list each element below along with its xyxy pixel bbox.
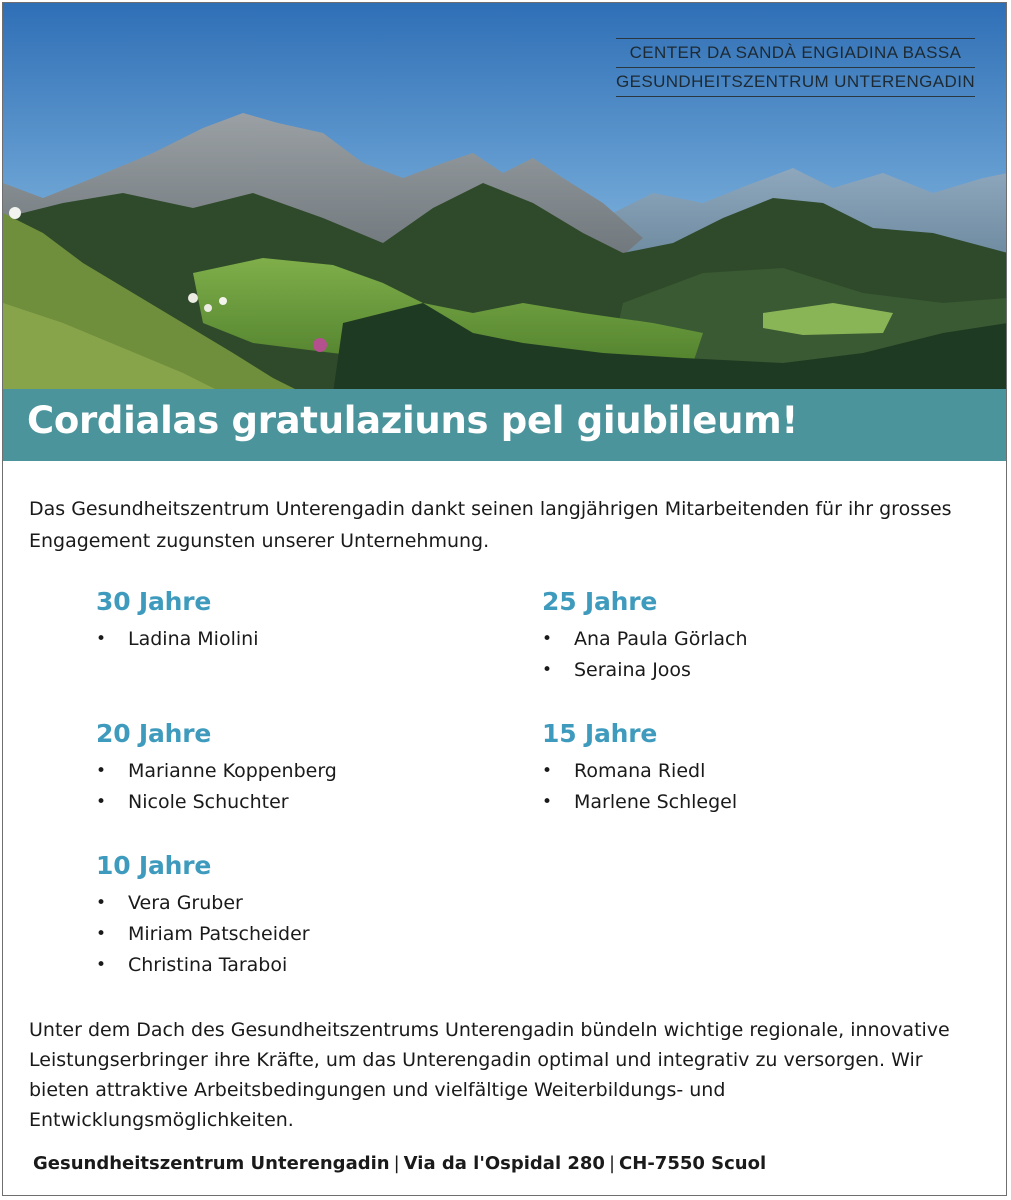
footer-org: Gesundheitszentrum Unterengadin <box>33 1153 390 1174</box>
list-item: • Miriam Patscheider <box>96 919 310 950</box>
list-item: • Seraina Joos <box>542 655 748 686</box>
mountain-landscape-photo <box>3 3 1007 461</box>
name-list <box>542 756 737 818</box>
name-list <box>96 624 258 655</box>
anniversary-heading: 25 Jahre <box>542 587 658 616</box>
anniversary-15-years <box>542 719 737 818</box>
anniversary-25-years <box>542 587 748 686</box>
brand-german: GESUNDHEITSZENTRUM UNTERENGADIN <box>615 72 975 91</box>
anniversary-heading: 15 Jahre <box>542 719 658 748</box>
footer-address: Via da l'Ospidal 280 <box>403 1153 605 1174</box>
anniversary-20-years <box>96 719 337 818</box>
list-item: • Marlene Schlegel <box>542 787 737 818</box>
list-item: • Vera Gruber <box>96 888 310 919</box>
anniversary-30-years <box>96 587 258 655</box>
brand-divider <box>616 96 975 97</box>
footer-contact <box>33 1153 766 1174</box>
list-item: • Ana Paula Görlach <box>542 624 748 655</box>
advertisement <box>2 2 1007 1196</box>
anniversary-heading: 30 Jahre <box>96 587 212 616</box>
headline: Cordialas gratulaziuns pel giubileum! <box>27 399 798 442</box>
brand-romansh: CENTER DA SANDÀ ENGIADINA BASSA <box>629 43 962 62</box>
list-item: • Ladina Miolini <box>96 624 258 655</box>
anniversary-heading: 10 Jahre <box>96 851 212 880</box>
closing-text: Unter dem Dach des Gesundheitszentrums Unterengadin bündeln wichtige regionale, innovative Leistungserbringer ihre Kräfte, um das Unterengadin optimal und integrativ zu versorgen. Wir bieten attraktive Arbeitsbedingungen und vielfältige Weiterbildungs- und Entwicklungsmöglichkeiten. <box>29 1019 950 1131</box>
anniversary-10-years <box>96 851 310 981</box>
intro-text: Das Gesundheitszentrum Unterengadin dankt seinen langjährigen Mitarbeitenden für ihr grosses Engagement zugunsten unserer Unternehmung. <box>29 498 952 552</box>
list-item: • Romana Riedl <box>542 756 737 787</box>
footer-separator: | <box>393 1153 400 1174</box>
list-item: • Nicole Schuchter <box>96 787 337 818</box>
list-item: • Christina Taraboi <box>96 950 310 981</box>
footer-city: CH-7550 Scuol <box>619 1153 767 1174</box>
anniversary-heading: 20 Jahre <box>96 719 212 748</box>
name-list <box>96 756 337 818</box>
headline-banner <box>3 389 1007 461</box>
footer-separator: | <box>608 1153 616 1174</box>
name-list <box>96 888 310 981</box>
brand-logo <box>616 38 975 97</box>
name-list <box>542 624 748 686</box>
list-item: • Marianne Koppenberg <box>96 756 337 787</box>
